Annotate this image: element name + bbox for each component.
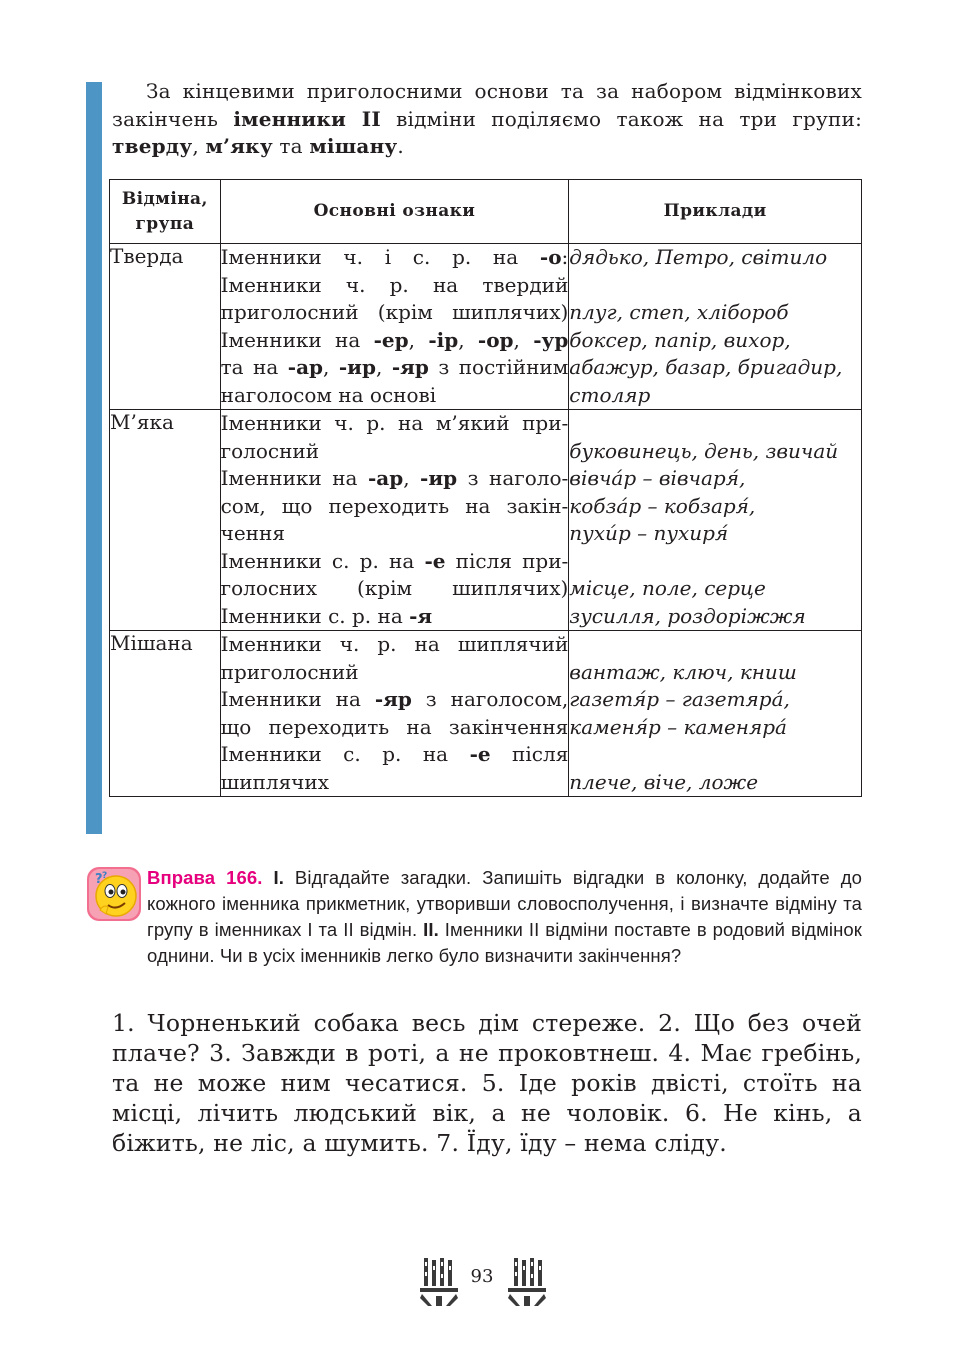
feature-text: Іменники ч. і с. р. на <box>220 245 540 269</box>
group-name-soft: М’яка <box>110 410 221 631</box>
example-line <box>569 548 861 576</box>
feature-text: сом, що переходить на закін- <box>220 493 569 518</box>
feature-line <box>221 659 569 687</box>
feature-text: шиплячих <box>220 769 330 794</box>
header-group-line-2: група <box>135 213 195 234</box>
feature-text: після при- <box>445 548 569 573</box>
example-line: зусилля, роздоріжжя <box>569 603 806 628</box>
example-line: пухи́р – пухиря́ <box>569 521 729 545</box>
ending-suffix: -е <box>469 742 491 766</box>
feature-text: , <box>323 355 339 379</box>
ending-suffix: -е <box>424 548 446 573</box>
feature-text: Іменники ч. р. на шиплячий <box>220 632 569 656</box>
example-line <box>569 272 861 300</box>
feature-text: , <box>403 466 421 490</box>
intro-paragraph <box>112 78 862 161</box>
feature-line <box>221 714 569 742</box>
ending-suffix: -о <box>539 245 562 269</box>
feature-line <box>221 769 569 797</box>
feature-text: Іменники ч. р. на твердий <box>220 272 569 297</box>
feature-text: з постійним <box>428 355 569 379</box>
feature-line <box>221 548 569 576</box>
ending-suffix: -ар <box>287 355 324 379</box>
feature-text: Іменники ч. р. на м’який при- <box>220 411 569 435</box>
ending-suffix: -ір <box>428 327 459 352</box>
feature-line <box>221 520 569 548</box>
header-features: Основні ознаки <box>220 180 569 244</box>
feature-line <box>221 272 569 300</box>
ending-suffix: -яр <box>374 687 412 711</box>
ending-suffix: -ир <box>338 355 376 379</box>
feature-text: після <box>490 742 569 766</box>
features-hard <box>220 244 569 410</box>
feature-line <box>221 244 569 272</box>
example-line: плече, віче, ложе <box>569 769 759 794</box>
feature-line <box>221 327 569 355</box>
group-name-hard: Тверда <box>110 244 221 410</box>
exercise-part-1-text: Відгадайте загадки. Запишіть відгадки в колонку, додайте до кожного іменника прикметник, утворивши словосполучення, і визначте відміну та групу в іменниках I та II відмін. <box>147 867 862 940</box>
feature-text: , <box>375 355 392 379</box>
example-line <box>569 741 861 769</box>
exercise-part-2-text: Іменники II відміни поставте в родовий відмінок однини. Чи в усіх іменників легко було визначити закінчення? <box>147 919 863 966</box>
feature-line <box>221 631 569 659</box>
feature-text: наголосом на основі <box>220 382 437 407</box>
intro-text-2: відміни поділяємо також на три групи: <box>380 106 863 131</box>
example-line: кобза́р – кобзаря́, <box>569 493 756 518</box>
feature-text: приголосний (крім шиплячих) <box>220 300 569 324</box>
feature-text: Іменники на <box>220 466 368 490</box>
feature-line <box>221 382 569 410</box>
feature-line <box>221 354 569 382</box>
example-line: плуг, степ, хлібороб <box>569 300 789 324</box>
ending-suffix: -ир <box>420 466 458 490</box>
thinking-smiley-icon <box>86 866 142 922</box>
features-mixed <box>220 631 569 797</box>
example-line: боксер, папір, вихор, <box>569 327 791 352</box>
ending-suffix: -ур <box>533 327 569 352</box>
ending-suffix: -ар <box>367 466 404 490</box>
features-soft <box>220 410 569 631</box>
feature-text: голосних (крім шиплячих) <box>220 576 569 600</box>
example-line: вівча́р – вівчаря́, <box>569 466 746 490</box>
example-line: буковинець, день, звичай <box>569 438 839 463</box>
header-group <box>110 180 221 244</box>
example-line: місце, поле, серце <box>569 576 766 600</box>
page-number: 93 <box>470 1266 494 1287</box>
declension-table <box>109 179 862 797</box>
feature-line <box>221 438 569 466</box>
feature-text: Іменники на <box>220 687 375 711</box>
ornament-left-icon <box>418 1256 466 1308</box>
examples-soft <box>569 410 862 631</box>
example-line: абажур, базар, бригадир, <box>569 355 843 379</box>
feature-text: Іменники на <box>220 327 374 352</box>
example-line: вантаж, ключ, книш <box>569 659 797 684</box>
exercise-part-2-label: II. <box>423 919 439 940</box>
example-line: каменя́р – каменяра́ <box>569 714 787 739</box>
feature-text: Іменники с. р. на <box>220 603 410 628</box>
example-line <box>569 410 861 438</box>
ending-suffix: -я <box>409 603 433 628</box>
ending-suffix: -яр <box>391 355 429 379</box>
ornament-right-icon <box>500 1256 548 1308</box>
feature-text: приголосний <box>220 659 359 684</box>
intro-text-5: . <box>397 134 404 158</box>
feature-line <box>221 686 569 714</box>
section-side-bar <box>86 82 102 834</box>
feature-text: чення <box>220 521 285 545</box>
intro-bold-mixed: мішану <box>309 134 398 158</box>
table-row-soft <box>110 410 862 631</box>
example-line <box>569 631 861 659</box>
intro-text-4: та <box>272 134 310 158</box>
exercise-part-1-label: I. <box>273 867 284 888</box>
ending-suffix: -ер <box>373 327 409 352</box>
feature-line <box>221 741 569 769</box>
feature-text: Іменники с. р. на <box>220 548 425 573</box>
examples-hard <box>569 244 862 410</box>
example-line: столяр <box>569 382 651 407</box>
example-line: дядько, Петро, світило <box>569 245 828 269</box>
feature-line <box>221 299 569 327</box>
feature-text: , <box>513 327 534 352</box>
feature-text: з наголо- <box>457 466 569 490</box>
header-group-line-1: Відміна, <box>121 188 208 209</box>
svg-text:?: ? <box>102 871 108 881</box>
riddles-paragraph <box>112 1008 862 1158</box>
feature-text: голосний <box>220 438 320 463</box>
group-name-mixed: Мішана <box>110 631 221 797</box>
exercise-166 <box>147 865 862 969</box>
table-row-mixed <box>110 631 862 797</box>
feature-line <box>221 575 569 603</box>
intro-bold-soft: м’яку <box>205 134 273 158</box>
feature-text: , <box>458 327 478 352</box>
intro-text-3: , <box>192 134 206 158</box>
intro-bold-1: іменники II <box>233 106 381 131</box>
intro-bold-hard: тверду <box>112 134 193 158</box>
feature-text: з наголосом, <box>411 687 569 711</box>
feature-line <box>221 410 569 438</box>
feature-line <box>221 465 569 493</box>
intro-text-1: За кінцевими приголосними основи та за набором відмінкових закінчень <box>112 79 862 131</box>
examples-mixed <box>569 631 862 797</box>
feature-text: що переходить на закінчення <box>220 714 569 739</box>
feature-text: , <box>408 327 429 352</box>
svg-text:?: ? <box>95 872 103 887</box>
feature-text: та на <box>220 355 288 379</box>
riddles-text: 1. Чорненький собака весь дім стереже. 2. Що без очей плаче? 3. Завжди в роті, а не проковтнеш. 4. Має гребінь, та не може ним чесатися. 5. Іде років двісті, стоїть на місці, лічить людський вік, а не чоловік. 6. Не кінь, а біжить, не ліс, а шумить. 7. Їду, їду – нема сліду. <box>112 1009 862 1157</box>
feature-text: : <box>561 245 569 269</box>
header-examples: Приклади <box>569 180 862 244</box>
example-line: газетя́р – газетяра́, <box>569 687 790 711</box>
feature-line <box>221 493 569 521</box>
feature-line <box>221 603 569 631</box>
table-header-row <box>110 180 862 244</box>
feature-text: Іменники с. р. на <box>220 742 470 766</box>
ending-suffix: -ор <box>477 327 514 352</box>
table-row-hard <box>110 244 862 410</box>
exercise-title: Вправа 166. <box>147 867 263 888</box>
